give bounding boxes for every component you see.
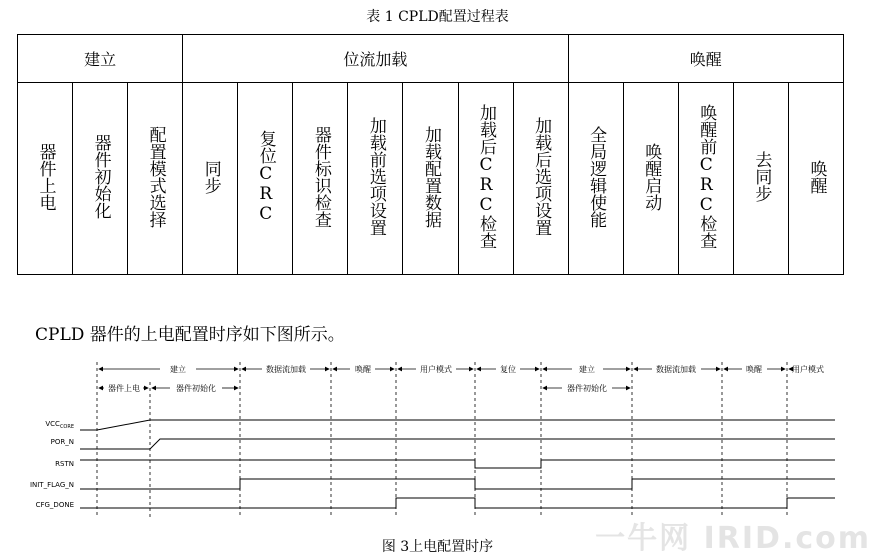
step-cell — [293, 83, 348, 275]
step-cell — [238, 83, 293, 275]
step-label: 加载后选项设置 — [531, 117, 552, 236]
step-cell — [678, 83, 733, 275]
step-label: 加载后CRC检查 — [476, 104, 497, 249]
step-cell — [733, 83, 788, 275]
phase-label: 唤醒 — [355, 365, 371, 374]
step-cell — [183, 83, 238, 275]
signal-rstn: RSTN — [55, 460, 74, 468]
step-label: 全局逻辑使能 — [586, 125, 607, 228]
table-header-row — [18, 35, 844, 83]
step-label: 加载前选项设置 — [365, 117, 386, 236]
subphase-label: 器件上电 — [108, 384, 140, 393]
table-steps-row — [18, 83, 844, 275]
step-label: 唤醒前CRC检查 — [696, 104, 717, 249]
step-cell — [788, 83, 843, 275]
step-label: 唤醒 — [806, 159, 827, 194]
figure-caption: 图 3上电配置时序 — [381, 539, 494, 555]
step-cell — [568, 83, 623, 275]
watermark: 一牛网 IRID.com — [595, 521, 871, 556]
phase-label: 复位 — [500, 365, 516, 374]
step-label: 配置模式选择 — [145, 125, 166, 228]
intro-text: CPLD 器件的上电配置时序如下图所示。 — [35, 325, 345, 345]
config-process-table — [17, 34, 844, 275]
step-cell — [18, 83, 73, 275]
step-label: 复位CRC — [255, 129, 276, 224]
step-cell — [623, 83, 678, 275]
phase-label: 数据流加载 — [266, 365, 306, 374]
step-cell — [128, 83, 183, 275]
step-label: 唤醒启动 — [641, 142, 662, 211]
subphase-label: 器件初始化 — [567, 384, 607, 393]
phase-label: 唤醒 — [746, 365, 762, 374]
timing-diagram — [0, 352, 875, 532]
signal-por-n: POR_N — [50, 438, 74, 446]
phase-label: 数据流加载 — [656, 365, 696, 374]
group-wakeup: 唤醒 — [568, 35, 843, 83]
signal-vcc-core — [45, 420, 74, 430]
table-caption: 表 1 CPLD配置过程表 — [366, 9, 509, 25]
step-cell — [403, 83, 458, 275]
phase-label: 建立 — [170, 365, 186, 374]
step-label: 同步 — [200, 159, 221, 194]
step-label: 器件上电 — [35, 142, 56, 211]
step-label: 器件初始化 — [90, 134, 111, 219]
phase-label: 用户模式 — [420, 365, 452, 374]
step-cell — [513, 83, 568, 275]
step-cell — [458, 83, 513, 275]
step-cell — [348, 83, 403, 275]
subphase-label: 器件初始化 — [176, 384, 216, 393]
phase-label: 建立 — [579, 365, 595, 374]
step-label: 去同步 — [751, 151, 772, 202]
signal-subscript: CORE — [59, 424, 74, 430]
signal-name: VCC — [45, 420, 60, 428]
group-setup: 建立 — [18, 35, 183, 83]
signal-init-flag-n: INIT_FLAG_N — [29, 481, 74, 489]
group-bitstream-load: 位流加载 — [183, 35, 568, 83]
step-cell — [73, 83, 128, 275]
step-label: 器件标识检查 — [310, 125, 331, 228]
step-label: 加载配置数据 — [420, 125, 441, 228]
signal-cfg-done: CFG_DONE — [35, 501, 74, 509]
phase-label: 用户模式 — [792, 365, 824, 374]
